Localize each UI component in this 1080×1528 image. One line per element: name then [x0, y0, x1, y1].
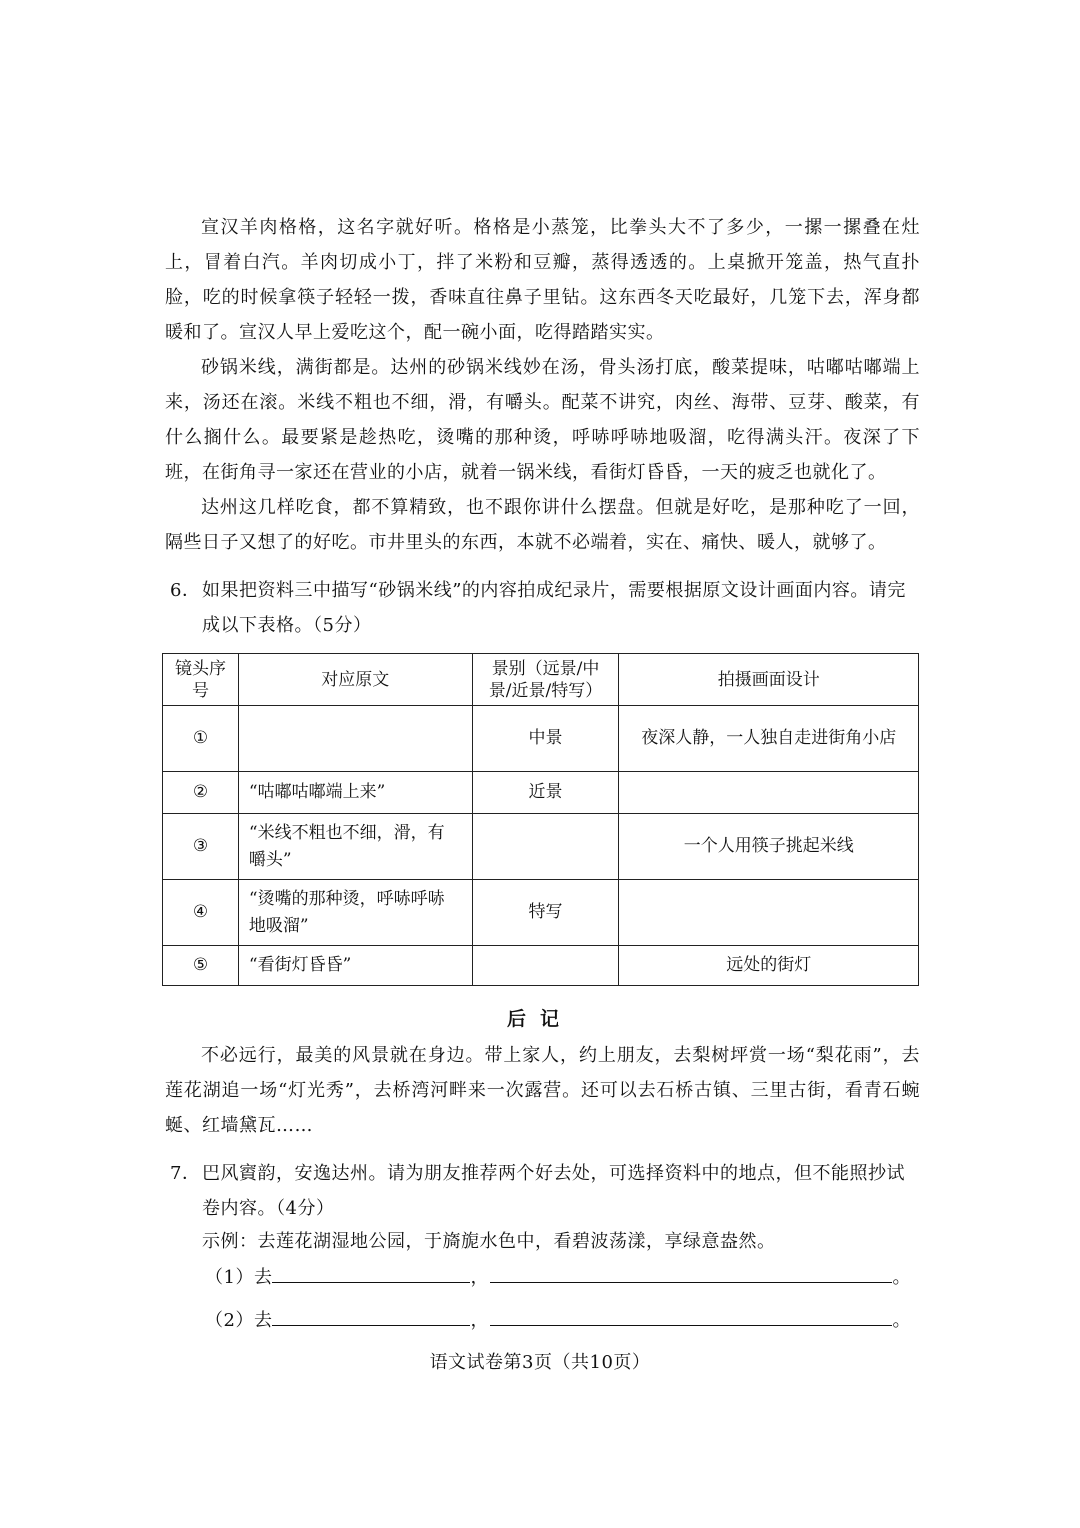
answer-line-1-prefix: （1）去 [205, 1267, 273, 1288]
question-6-text: 如果把资料三中描写“砂锅米线”的内容拍成纪录片，需要根据原文设计画面内容。请完成以下表格。（5分） [202, 580, 906, 636]
row-1-design: 夜深人静，一人独自走进街角小店 [619, 706, 919, 772]
question-6-number: 6． [170, 580, 201, 601]
row-3-text: “米线不粗也不细，滑，有嚼头” [238, 814, 472, 880]
table-row [163, 814, 919, 880]
row-2-scene: 近景 [472, 772, 619, 814]
shot-design-table [162, 653, 919, 986]
answer-2-place-blank[interactable] [272, 1305, 470, 1326]
afterword-heading: 后记 [506, 1008, 573, 1030]
row-3-design: 一个人用筷子挑起米线 [619, 814, 919, 880]
header-scene-type: 景别（远景/中景/近景/特写） [472, 654, 619, 706]
row-3-scene-blank[interactable] [472, 814, 619, 880]
row-5-index: ⑤ [163, 946, 239, 986]
page-footer: 语文试卷第3页（共10页） [429, 1352, 651, 1373]
answer-line-2 [205, 1305, 911, 1336]
question-7-example: 示例：去莲花湖湿地公园，于旖旎水色中，看碧波荡漾，享绿意盎然。 [202, 1231, 776, 1252]
row-2-text: “咕嘟咕嘟端上来” [238, 772, 472, 814]
header-shot-number: 镜头序号 [163, 654, 239, 706]
table-row [163, 946, 919, 986]
answer-line-1 [205, 1262, 911, 1293]
table-header-row [163, 654, 919, 706]
answer-line-1-comma: ， [470, 1267, 489, 1288]
answer-line-1-period: 。 [892, 1267, 911, 1288]
row-4-scene: 特写 [472, 880, 619, 946]
answer-2-reason-blank[interactable] [490, 1305, 892, 1326]
row-5-scene-blank[interactable] [472, 946, 619, 986]
row-5-design: 远处的街灯 [619, 946, 919, 986]
question-7-number: 7． [170, 1163, 201, 1184]
row-2-index: ② [163, 772, 239, 814]
row-5-text: “看街灯昏昏” [238, 946, 472, 986]
answer-1-place-blank[interactable] [272, 1262, 470, 1283]
row-1-scene: 中景 [472, 706, 619, 772]
header-original-text: 对应原文 [238, 654, 472, 706]
row-1-index: ① [163, 706, 239, 772]
row-1-text-blank[interactable] [238, 706, 472, 772]
row-4-design-blank[interactable] [619, 880, 919, 946]
table-row [163, 772, 919, 814]
answer-line-2-prefix: （2）去 [205, 1310, 273, 1331]
passage-paragraph-3: 达州这几样吃食，都不算精致，也不跟你讲什么摆盘。但就是好吃，是那种吃了一回，隔些日子又想了的好吃。市井里头的东西，本就不必端着，实在、痛快、暖人，就够了。 [165, 497, 920, 553]
row-4-text: “烫嘴的那种烫，呼哧呼哧地吸溜” [238, 880, 472, 946]
question-7-text: 巴风賨韵，安逸达州。请为朋友推荐两个好去处，可选择资料中的地点，但不能照抄试卷内容。（4分） [202, 1163, 905, 1219]
answer-line-2-comma: ， [470, 1310, 489, 1331]
row-3-index: ③ [163, 814, 239, 880]
afterword-paragraph: 不必远行，最美的风景就在身边。带上家人，约上朋友，去梨树坪赏一场“梨花雨”，去莲花湖追一场“灯光秀”，去桥湾河畔来一次露营。还可以去石桥古镇、三里古街，看青石蜿蜒、红墙黛瓦…… [165, 1045, 920, 1136]
header-shot-design: 拍摄画面设计 [619, 654, 919, 706]
row-4-index: ④ [163, 880, 239, 946]
table-row [163, 880, 919, 946]
table-row [163, 706, 919, 772]
answer-line-2-period: 。 [892, 1310, 911, 1331]
row-2-design-blank[interactable] [619, 772, 919, 814]
question-6 [170, 573, 920, 643]
answer-1-reason-blank[interactable] [490, 1262, 892, 1283]
passage-paragraph-2: 砂锅米线，满街都是。达州的砂锅米线妙在汤，骨头汤打底，酸菜提味，咕嘟咕嘟端上来，汤还在滚。米线不粗也不细，滑，有嚼头。配菜不讲究，肉丝、海带、豆芽、酸菜，有什么搁什么。最要紧是趁热吃，烫嘴的那种烫，呼哧呼哧地吸溜，吃得满头汗。夜深了下班，在街角寻一家还在营业的小店，就着一锅米线，看街灯昏昏，一天的疲乏也就化了。 [165, 357, 920, 483]
passage-paragraph-1: 宣汉羊肉格格，这名字就好听。格格是小蒸笼，比拳头大不了多少，一摞一摞叠在灶上，冒着白汽。羊肉切成小丁，拌了米粉和豆瓣，蒸得透透的。上桌掀开笼盖，热气直扑脸，吃的时候拿筷子轻轻一拨，香味直往鼻子里钻。这东西冬天吃最好，几笼下去，浑身都暖和了。宣汉人早上爱吃这个，配一碗小面，吃得踏踏实实。 [165, 217, 920, 343]
question-7 [170, 1156, 920, 1226]
